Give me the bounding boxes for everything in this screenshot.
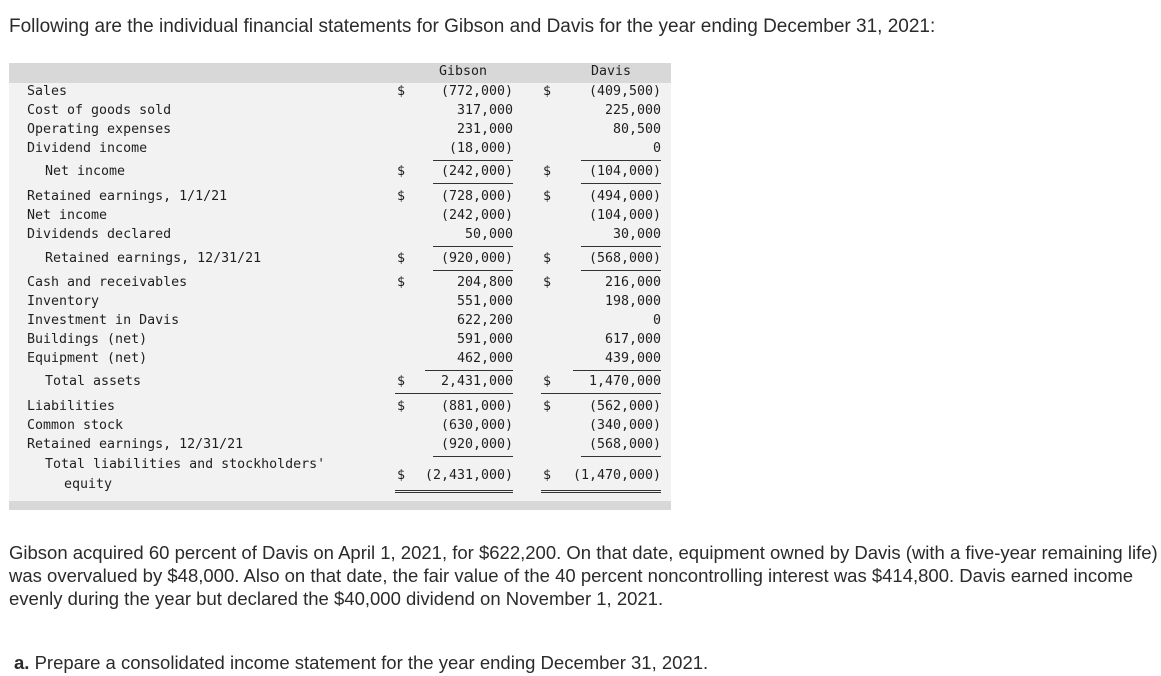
gibson-amount: (920,000) — [440, 437, 513, 452]
underline — [581, 183, 661, 184]
underline — [581, 270, 661, 271]
gibson-amount: (630,000) — [440, 418, 513, 433]
row-label-continued: equity — [64, 477, 113, 492]
gibson-amount: (728,000) — [440, 189, 513, 204]
table-row — [9, 122, 671, 141]
davis-amount: (1,470,000) — [572, 468, 661, 483]
column-header-gibson: Gibson — [438, 64, 488, 79]
row-label: Dividend income — [27, 141, 148, 156]
gibson-dollar-sign: $ — [397, 189, 406, 204]
underline — [581, 246, 661, 247]
gibson-amount: 317,000 — [456, 103, 513, 118]
row-label: Retained earnings, 1/1/21 — [27, 189, 228, 204]
underline — [433, 246, 513, 247]
davis-amount: (104,000) — [588, 208, 661, 223]
davis-amount: (568,000) — [588, 251, 661, 266]
table-row — [9, 84, 671, 103]
table-row — [9, 418, 671, 437]
davis-amount: (568,000) — [588, 437, 661, 452]
table-header-bar — [9, 63, 671, 83]
davis-amount: (409,500) — [588, 84, 661, 99]
table-row — [9, 332, 671, 351]
davis-amount: 30,000 — [612, 227, 661, 242]
davis-dollar-sign: $ — [543, 164, 552, 179]
underline — [573, 370, 661, 371]
davis-amount: 1,470,000 — [588, 374, 661, 389]
row-label: Dividends declared — [27, 227, 172, 242]
table-row — [9, 313, 671, 332]
underline — [395, 490, 513, 491]
table-row — [9, 103, 671, 122]
table-row — [9, 374, 671, 393]
underline — [433, 160, 513, 161]
question-letter: a. — [14, 652, 30, 673]
gibson-amount: (920,000) — [440, 251, 513, 266]
gibson-dollar-sign: $ — [397, 164, 406, 179]
financial-statements-table — [9, 63, 671, 510]
gibson-dollar-sign: $ — [397, 84, 406, 99]
row-label: Common stock — [27, 418, 124, 433]
row-label: Operating expenses — [27, 122, 172, 137]
gibson-amount: (772,000) — [440, 84, 513, 99]
gibson-dollar-sign: $ — [397, 275, 406, 290]
gibson-amount: 50,000 — [464, 227, 513, 242]
question-a — [14, 652, 708, 674]
underline — [541, 492, 661, 493]
row-label: Sales — [27, 84, 68, 99]
table-row — [9, 164, 671, 183]
davis-amount: 0 — [652, 141, 661, 156]
underline — [395, 393, 513, 394]
table-row — [9, 227, 671, 246]
underline — [581, 160, 661, 161]
gibson-dollar-sign: $ — [397, 399, 406, 414]
davis-dollar-sign: $ — [543, 275, 552, 290]
davis-amount: (494,000) — [588, 189, 661, 204]
gibson-amount: 231,000 — [456, 122, 513, 137]
row-label: Buildings (net) — [27, 332, 148, 347]
problem-paragraph: Gibson acquired 60 percent of Davis on April 1, 2021, for $622,200. On that date, equipment owned by Davis (with a five-year remaining life) was overvalued by $48,000. Also on that date, the fair value of the 40 percent noncontrolling interest was $414,800. Davis earned income evenly during the year but declared the $40,000 dividend on November 1, 2021. — [9, 542, 1158, 609]
row-label: Retained earnings, 12/31/21 — [45, 251, 262, 266]
gibson-amount: 551,000 — [456, 294, 513, 309]
davis-amount: (104,000) — [588, 164, 661, 179]
row-label: Net income — [45, 164, 126, 179]
row-label: Investment in Davis — [27, 313, 180, 328]
row-label: Equipment (net) — [27, 351, 148, 366]
davis-amount: 439,000 — [604, 351, 661, 366]
davis-amount: 80,500 — [612, 122, 661, 137]
row-label: Cost of goods sold — [27, 103, 172, 118]
table-row — [9, 141, 671, 160]
davis-amount: 617,000 — [604, 332, 661, 347]
table-row — [9, 189, 671, 208]
gibson-dollar-sign: $ — [397, 251, 406, 266]
gibson-amount: (18,000) — [448, 141, 513, 156]
table-row — [9, 351, 671, 370]
davis-amount: 225,000 — [604, 103, 661, 118]
gibson-amount: 462,000 — [456, 351, 513, 366]
davis-amount: 216,000 — [604, 275, 661, 290]
intro-text: Following are the individual financial statements for Gibson and Davis for the year ending December 31, 2021: — [9, 16, 936, 37]
gibson-amount: (242,000) — [440, 164, 513, 179]
gibson-amount: (242,000) — [440, 208, 513, 223]
underline — [541, 490, 661, 491]
table-row — [9, 275, 671, 294]
davis-dollar-sign: $ — [543, 468, 552, 483]
davis-dollar-sign: $ — [543, 251, 552, 266]
davis-dollar-sign: $ — [543, 399, 552, 414]
row-label: Total liabilities and stockholders' — [45, 457, 326, 472]
row-label: Inventory — [27, 294, 100, 309]
gibson-amount: 204,800 — [456, 275, 513, 290]
davis-dollar-sign: $ — [543, 374, 552, 389]
gibson-amount: 2,431,000 — [440, 374, 513, 389]
gibson-amount: (881,000) — [440, 399, 513, 414]
gibson-amount: 622,200 — [456, 313, 513, 328]
table-row — [9, 251, 671, 270]
table-row — [9, 399, 671, 418]
column-header-davis: Davis — [590, 64, 632, 79]
table-footer-bar — [9, 501, 671, 510]
underline — [541, 393, 661, 394]
davis-amount: 0 — [652, 313, 661, 328]
underline — [395, 492, 513, 493]
table-row — [9, 294, 671, 313]
gibson-dollar-sign: $ — [397, 374, 406, 389]
davis-dollar-sign: $ — [543, 84, 552, 99]
davis-amount: 198,000 — [604, 294, 661, 309]
row-label: Cash and receivables — [27, 275, 188, 290]
table-row — [9, 457, 671, 497]
underline — [425, 370, 513, 371]
table-row — [9, 208, 671, 227]
gibson-amount: 591,000 — [456, 332, 513, 347]
gibson-dollar-sign: $ — [397, 468, 406, 483]
davis-dollar-sign: $ — [543, 189, 552, 204]
row-label: Retained earnings, 12/31/21 — [27, 437, 244, 452]
table-row — [9, 437, 671, 456]
underline — [433, 270, 513, 271]
question-text: Prepare a consolidated income statement for the year ending December 31, 2021. — [34, 652, 709, 673]
row-label: Total assets — [45, 374, 142, 389]
gibson-amount: (2,431,000) — [424, 468, 513, 483]
row-label: Net income — [27, 208, 108, 223]
row-label: Liabilities — [27, 399, 116, 414]
davis-amount: (340,000) — [588, 418, 661, 433]
underline — [433, 183, 513, 184]
davis-amount: (562,000) — [588, 399, 661, 414]
